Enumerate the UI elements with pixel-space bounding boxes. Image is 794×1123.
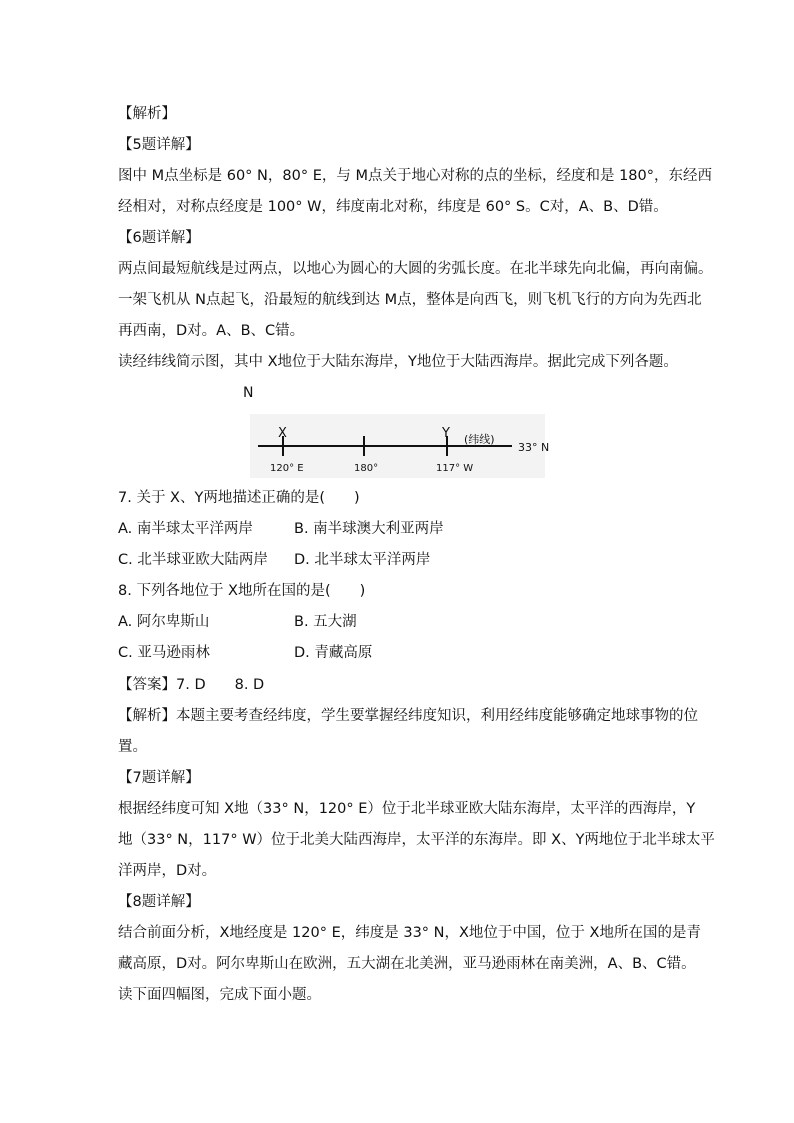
answer-line: 【答案】7. D 8. D: [118, 677, 265, 693]
q6-detail-heading: 【6题详解】: [118, 230, 200, 246]
q6-text-line-3: 再西南，D对。A、B、C错。: [118, 323, 305, 339]
q7-detail-heading: 【7题详解】: [118, 770, 200, 786]
y-point-label: Y: [442, 426, 450, 441]
q5-text-line-1: 图中 M点坐标是 60° N，80° E，与 M点关于地心对称的点的坐标，经度和是 180°，东经西: [118, 168, 713, 184]
q6-text-line-1: 两点间最短航线是过两点，以地心为圆心的大圆的劣弧长度。在北半球先向北偏，再向南偏。: [118, 261, 713, 277]
north-label: N: [243, 385, 254, 401]
next-passage-intro: 读下面四幅图，完成下面小题。: [118, 987, 321, 1003]
latitude-value-label: 33° N: [518, 441, 550, 454]
q7-text-line-3: 洋两岸，D对。: [118, 863, 217, 879]
q6-text-line-2: 一架飞机从 N点起飞，沿最短的航线到达 M点，整体是向西飞，则飞机飞行的方向为先西北: [118, 292, 702, 308]
q8-options-row-1: [118, 612, 678, 632]
latitude-longitude-diagram: [240, 380, 570, 480]
question-8: 8. 下列各地位于 X地所在国的是( ): [118, 583, 366, 599]
q8-option-a: A. 阿尔卑斯山: [118, 614, 210, 630]
q7-option-c: C. 北半球亚欧大陆两岸: [118, 552, 268, 568]
question-7: 7. 关于 X、Y两地描述正确的是( ): [118, 490, 360, 506]
analysis-text-line-1: 【解析】本题主要考查经纬度，学生要掌握经纬度知识，利用经纬度能够确定地球事物的位: [118, 708, 698, 724]
q7-option-b: B. 南半球澳大利亚两岸: [294, 521, 444, 537]
q8-text-line-2: 藏高原，D对。阿尔卑斯山在欧洲，五大湖在北美洲，亚马逊雨林在南美洲，A、B、C错。: [118, 956, 696, 972]
x-point-label: X: [278, 426, 287, 441]
q8-options-row-2: [118, 643, 678, 663]
analysis-heading: 【解析】: [118, 106, 176, 122]
q5-detail-heading: 【5题详解】: [118, 137, 200, 153]
q8-detail-heading: 【8题详解】: [118, 894, 200, 910]
q7-option-a: A. 南半球太平洋两岸: [118, 521, 253, 537]
q7-text-line-1: 根据经纬度可知 X地（33° N，120° E）位于北半球亚欧大陆东海岸，太平洋的西海岸，Y: [118, 801, 696, 817]
analysis-text-line-2: 置。: [118, 739, 147, 755]
lon-180-label: 180°: [354, 463, 379, 474]
q7-options-row-1: [118, 519, 678, 539]
lon-117w-label: 117° W: [436, 463, 474, 474]
q7-options-row-2: [118, 550, 678, 570]
q8-option-d: D. 青藏高原: [294, 645, 373, 661]
lon-120e-label: 120° E: [270, 463, 304, 474]
line-type-label: (纬线): [464, 433, 495, 446]
q5-text-line-2: 经相对，对称点经度是 100° W，纬度南北对称，纬度是 60° S。C对，A、B、D错。: [118, 199, 668, 215]
q7-option-d: D. 北半球太平洋两岸: [294, 552, 431, 568]
q8-text-line-1: 结合前面分析，X地经度是 120° E，纬度是 33° N，X地位于中国，位于 X地所在国的是青: [118, 925, 701, 941]
passage-intro: 读经纬线简示图，其中 X地位于大陆东海岸，Y地位于大陆西海岸。据此完成下列各题。: [118, 354, 678, 370]
q8-option-c: C. 亚马逊雨林: [118, 645, 210, 661]
q7-text-line-2: 地（33° N，117° W）位于北美大陆西海岸，太平洋的东海岸。即 X、Y两地位于北半球太平: [118, 832, 715, 848]
q8-option-b: B. 五大湖: [294, 614, 357, 630]
